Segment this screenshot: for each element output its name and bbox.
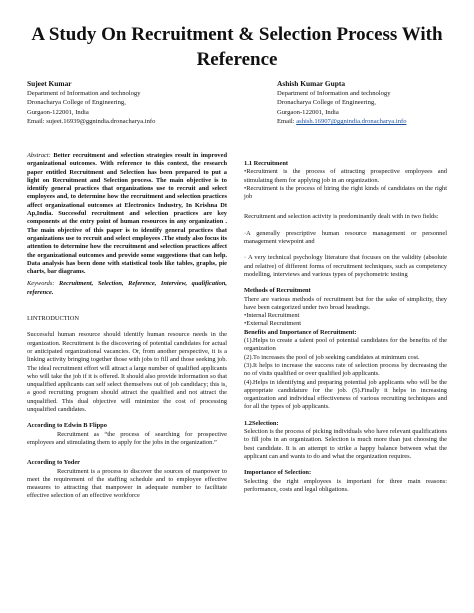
left-column: [27, 152, 227, 501]
author-email-line: [27, 117, 227, 127]
author-block-1: [27, 79, 227, 127]
section-1-1-heading: 1.1 Recruitment: [244, 160, 289, 167]
author-college: Dronacharya College of Engineering,: [277, 99, 376, 107]
section-1-2-heading: 1.2Selection:: [244, 419, 279, 427]
author-department: Department of Information and technology: [27, 89, 141, 97]
flippo-heading: According to Edwin B Flippo: [27, 422, 107, 430]
benefit-item-1: (1).Helps to create a talent pool of potential candidates for the benefits of the organization: [244, 337, 447, 353]
author-email: sujeet.16939@ggnindia.dronacharya.info: [46, 118, 156, 126]
introduction-text: Successful human resource should identify human resource needs in the organization. Recruitment is the discovering of potential candidates for actual or anticipated organizational vacancies. Or, from another perspective, it is a linking activity bringing together those with jobs to fill and those seeking job. The ideal recruitment effort will attract a large number of qualified applicants who will take the job if it is offered. It should also provide information so that unqualified applicants can self select themselves out of job candidacy; this is, a good recruiting program should attract the qualified and not attract the unqualified. This dual objective will minimize the cost of processing unqualified candidates.: [27, 331, 227, 414]
importance-text: Selecting the right employees is important for three main reasons: performance, costs and legal obligations.: [244, 477, 447, 493]
author-city: Gurgaon-122001, India: [277, 108, 339, 116]
field-item-2: · A very technical psychology literature that focuses on the validity (absolute and relative) of different forms of recruitment techniques, such as competency modelling, interviews and various types of psychometric testing: [244, 254, 447, 278]
abstract-text: Better recruitment and selection strategies result in improved organizational outcomes. With reference to this context, the research paper entitled Recruitment and Selection has been prepared to put a light on Recruitment and Selection process. The main objective is to identify general practices that organizations use to recruit and select employees and, to determine how the recruitment and selection practices affect organizational outcomes at Electronics Industry, In Krishna Dt Ap,India. Successful recruitment and selection practices are key components at the entry point of human resources in any organization . The main objective of this paper is to identify general practices that organizations use to recruit and select employees .The study also focus its attention to determine how the recruitment and selection practices affect the organizational outcomes and provide some suggestions that can help. Data analysis has been done with statistical tools like tables, graphs, pie charts, bar diagrams.: [27, 152, 227, 276]
abstract: [27, 152, 227, 276]
author-name: Sujeet Kumar: [27, 79, 72, 88]
keywords: [27, 280, 227, 297]
keywords-text: Recruitment, Selection, Reference, Interview, qualification, reference.: [27, 280, 227, 296]
author-block-2: [277, 79, 462, 127]
yoder-text: Recruitment is a process to discover the sources of manpower to meet the requirement of the staffing schedule and to employee effective measures to attracting that manpower in adequate number to facilitate effective selection of an effective workforce: [27, 467, 227, 500]
author-email-line: [277, 117, 462, 127]
author-city: Gurgaon-122001, India: [27, 108, 89, 116]
keywords-label: Keywords:: [27, 280, 60, 288]
field-item-1: ·A generally prescriptive human resource management or personnel management viewpoint and: [244, 229, 447, 246]
introduction-heading: I.INTRODUCTION: [27, 315, 80, 323]
email-label: Email:: [27, 118, 47, 126]
author-college: Dronacharya College of Engineering,: [27, 99, 126, 107]
recruitment-bullet-2: •Recruitment is the process of hiring the right kinds of candidates on the right job: [244, 184, 447, 201]
right-column: [244, 160, 447, 494]
paper-title: A Study On Recruitment & Selection Process With Reference: [31, 24, 443, 70]
benefit-item-4: (4).Helps in identifying and preparing potential job applicants who will be the appropriate candidature for the job. (5).Finally it helps in increasing organization and individual effectiveness of various recruiting techniques and for all the types of job applicants.: [244, 378, 447, 411]
methods-text: There are various methods of recruitment but for the sake of simplicity, they have been categorized under two broad headings.: [244, 295, 447, 311]
benefit-item-2: (2).To increases the pool of job seeking candidates at minimum cost.: [244, 353, 420, 361]
author-email-link[interactable]: ashish.16907@ggnindia.dronacharya.info: [296, 118, 407, 126]
methods-bullet-1: •Internal Recruitment: [244, 312, 300, 320]
methods-heading: Methods of Recruitment: [244, 287, 311, 295]
selection-text: Selection is the process of picking individuals who have relevant qualifications to fill jobs in an organization. Selection is much more than just choosing the best candidate. It is an attempt to strike a happy balance between what the applicant can and wants to do and what the organization requires.: [244, 428, 447, 460]
importance-heading: Importance of Selection:: [244, 469, 312, 477]
author-name: Ashish Kumar Gupta: [277, 79, 346, 88]
abstract-label: Abstract:: [27, 152, 54, 159]
email-label: Email:: [277, 118, 297, 126]
yoder-heading: According to Yoder: [27, 459, 81, 467]
recruitment-bullet-1: •Recruitment is the process of attracting prospective employees and stimulating them for applying job in an organization.: [244, 168, 447, 184]
author-department: Department of Information and technology: [277, 89, 391, 97]
benefits-heading: Benefits and Importance of Recruitment:: [244, 328, 357, 336]
benefit-item-3: (3).It helps to increase the success rate of selection process by decreasing the no of visits qualified or over qualified job applicants.: [244, 361, 447, 378]
fields-intro: Recruitment and selection activity is predominantly dealt with in two fields:: [244, 213, 439, 221]
methods-bullet-2: •External Recruitment: [244, 320, 302, 328]
flippo-text: Recruitment as “the process of searching for prospective employees and stimulating them to apply for the jobs in the organization.”: [27, 430, 227, 446]
